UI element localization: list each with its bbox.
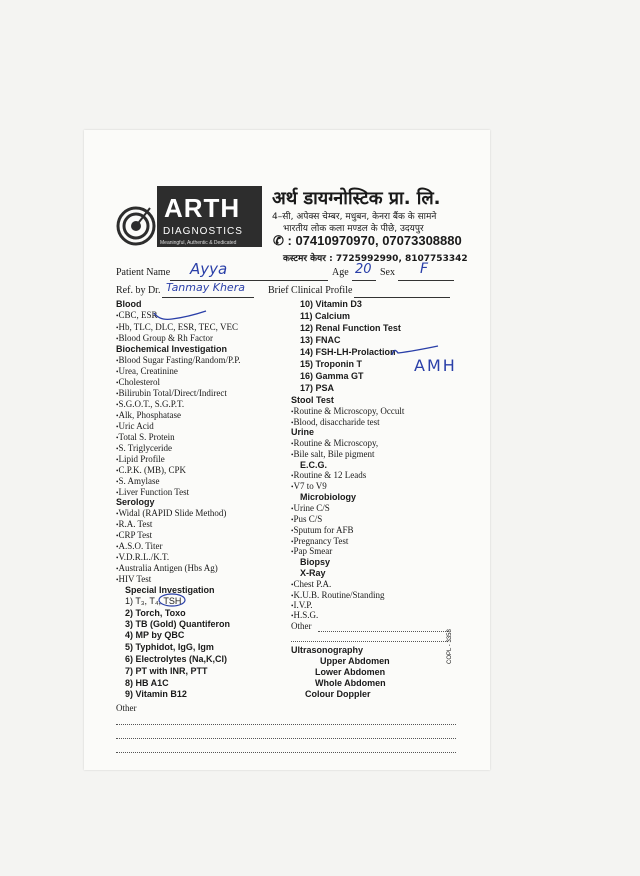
special-heading: Special Investigation: [125, 585, 215, 595]
special-item: 2) Torch, Toxo: [125, 608, 186, 618]
blood-heading: Blood: [116, 299, 142, 309]
ecg-item: • V7 to V9: [291, 481, 327, 491]
serology-item: • R.A. Test: [116, 519, 152, 529]
ref-doctor-value: Tanmay Khera: [166, 281, 245, 294]
age-label: Age: [332, 267, 349, 278]
special-item: 7) PT with INR, PTT: [125, 666, 208, 676]
serology-item: • HIV Test: [116, 574, 151, 584]
biochem-item: • Alk, Phosphatase: [116, 410, 181, 420]
other-label-left: Other: [116, 703, 137, 713]
clinical-profile-label: Brief Clinical Profile: [268, 285, 353, 296]
ref-doctor-label: Ref. by Dr.: [116, 285, 161, 296]
logo-subtitle: DIAGNOSTICS: [163, 226, 243, 237]
special-item: 8) HB A1C: [125, 678, 169, 688]
logo-tagline: Meaningful, Authentic & Dedicated: [160, 240, 237, 246]
hindi-company-name: अर्थ डायग्नोस्टिक प्रा. लि.: [272, 188, 441, 209]
special-item: 9) Vitamin B12: [125, 689, 187, 699]
test-item: 13) FNAC: [300, 335, 341, 345]
xray-item: • H.S.G.: [291, 610, 318, 620]
handwritten-note: AMH: [414, 356, 457, 375]
other-label-right: Other: [291, 621, 312, 631]
blood-item: • CBC, ESR: [116, 310, 157, 320]
address-line-2: भारतीय लोक कला मण्डल के पीछे, उदयपुर: [283, 224, 424, 234]
special-item: 3) TB (Gold) Quantiferon: [125, 619, 230, 629]
urine-item: • Routine & Microscopy,: [291, 438, 378, 448]
phone-numbers: ✆ : 07410970970, 07073308880: [273, 233, 462, 248]
microbiology-item: • Sputum for AFB: [291, 525, 353, 535]
xray-item: • I.V.P.: [291, 600, 313, 610]
urine-heading: Urine: [291, 427, 315, 437]
customer-care: कस्टमर केयर : 7725992990, 8107753342: [283, 254, 468, 264]
microbiology-item: • Urine C/S: [291, 503, 330, 513]
other-dotted-line: [318, 631, 448, 632]
test-item: 11) Calcium: [300, 311, 351, 321]
biochem-item: • Liver Function Test: [116, 487, 189, 497]
sex-line: [398, 280, 454, 281]
test-item: 16) Gamma GT: [300, 371, 364, 381]
patient-name-value: Ayya: [190, 260, 228, 278]
other-dotted-line: [291, 641, 448, 642]
serology-item: • A.S.O. Titer: [116, 541, 162, 551]
clinical-profile-line: [354, 297, 450, 298]
other-dotted-line: [116, 738, 456, 739]
special-item: 1) T₃, T₄, TSH: [125, 596, 182, 606]
usg-item: Lower Abdomen: [315, 667, 386, 677]
ecg-item: • Routine & 12 Leads: [291, 470, 366, 480]
usg-heading: Ultrasonography: [291, 645, 364, 655]
ref-doctor-line: [162, 297, 254, 298]
stool-item: • Blood, disaccharide test: [291, 417, 380, 427]
biochem-item: • S.G.O.T., S.G.P.T.: [116, 399, 184, 409]
biochem-item: • Blood Sugar Fasting/Random/P.P.: [116, 355, 240, 365]
biochem-heading: Biochemical Investigation: [116, 344, 228, 354]
stool-heading: Stool Test: [291, 395, 334, 405]
age-value: 20: [355, 262, 372, 277]
microbiology-item: • Pap Smear: [291, 546, 332, 556]
blood-item: • Blood Group & Rh Factor: [116, 333, 213, 343]
xray-item: • K.U.B. Routine/Standing: [291, 590, 384, 600]
form-code: COPL - 3358: [447, 629, 453, 664]
other-dotted-line: [116, 724, 456, 725]
biochem-item: • Total S. Protein: [116, 432, 175, 442]
ecg-heading: E.C.G.: [300, 460, 328, 470]
test-item: 17) PSA: [300, 383, 335, 393]
biochem-item: • Cholesterol: [116, 377, 160, 387]
xray-heading: X-Ray: [300, 568, 326, 578]
biochem-item: • Uric Acid: [116, 421, 154, 431]
biochem-item: • S. Triglyceride: [116, 443, 172, 453]
biochem-item: • S. Amylase: [116, 476, 159, 486]
special-item: 6) Electrolytes (Na,K,Cl): [125, 654, 228, 664]
serology-item: • CRP Test: [116, 530, 152, 540]
test-item: 10) Vitamin D3: [300, 299, 362, 309]
sex-value: F: [420, 261, 429, 277]
stool-item: • Routine & Microscopy, Occult: [291, 406, 404, 416]
age-line: [352, 280, 376, 281]
usg-item: Upper Abdomen: [320, 656, 390, 666]
special-item: 4) MP by QBC: [125, 630, 185, 640]
serology-item: • V.D.R.L./K.T.: [116, 552, 169, 562]
microbiology-item: • Pus C/S: [291, 514, 322, 524]
biochem-item: • Bilirubin Total/Direct/Indirect: [116, 388, 227, 398]
special-item: 5) Typhidot, IgG, Igm: [125, 642, 214, 652]
biopsy-heading: Biopsy: [300, 557, 331, 567]
blood-item: • Hb, TLC, DLC, ESR, TEC, VEC: [116, 322, 238, 332]
other-dotted-line: [116, 752, 456, 753]
microbiology-heading: Microbiology: [300, 492, 356, 502]
checkmark-icon: [150, 305, 210, 325]
test-item: 12) Renal Function Test: [300, 323, 401, 333]
serology-item: • Widal (RAPID Slide Method): [116, 508, 226, 518]
serology-heading: Serology: [116, 497, 155, 507]
usg-item: Colour Doppler: [305, 689, 371, 699]
microbiology-item: • Pregnancy Test: [291, 536, 348, 546]
serology-item: • Australia Antigen (Hbs Ag): [116, 563, 218, 573]
test-item: 15) Troponin T: [300, 359, 362, 369]
test-item: 14) FSH-LH-Prolaction: [300, 347, 396, 357]
logo-name: ARTH: [164, 193, 241, 223]
target-logo-icon: [116, 206, 156, 246]
patient-name-label: Patient Name: [116, 267, 171, 278]
biochem-item: • C.P.K. (MB), CPK: [116, 465, 186, 475]
biochem-item: • Lipid Profile: [116, 454, 165, 464]
usg-item: Whole Abdomen: [315, 678, 386, 688]
address-line-1: 4–सी, अपेक्स चेम्बर, मधुबन, केनरा बैंक के सामने: [272, 212, 437, 222]
xray-item: • Chest P.A.: [291, 579, 331, 589]
urine-item: • Bile salt, Bile pigment: [291, 449, 374, 459]
biochem-item: • Urea, Creatinine: [116, 366, 178, 376]
sex-label: Sex: [380, 267, 395, 278]
circle-mark-icon: [157, 592, 187, 608]
